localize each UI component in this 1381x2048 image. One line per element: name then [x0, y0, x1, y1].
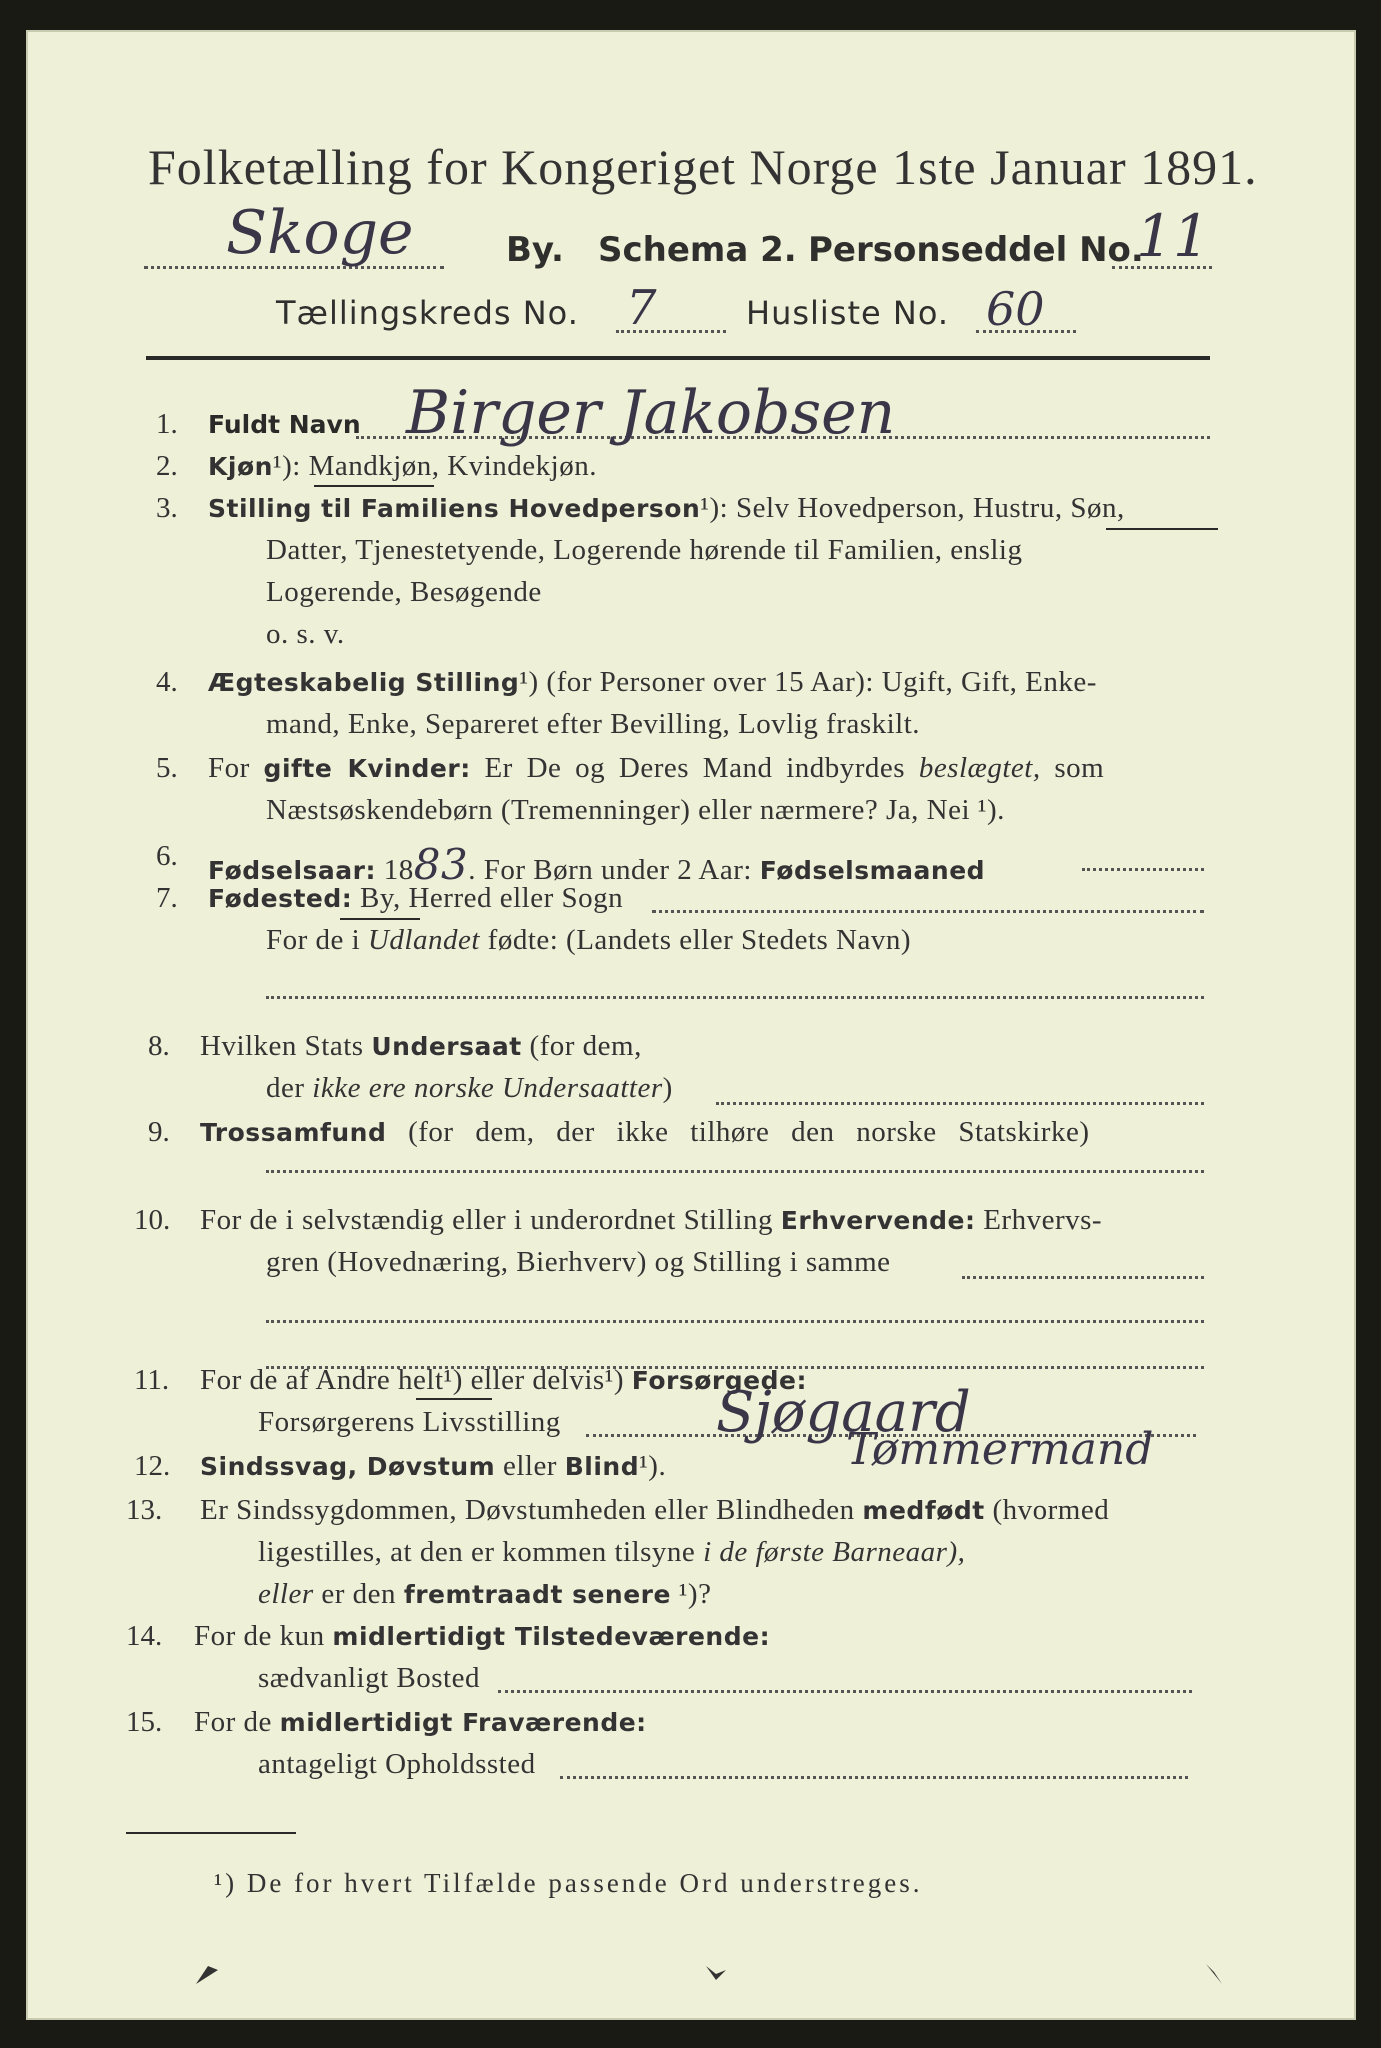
- underline-by: [340, 918, 420, 920]
- q13b-pre: ligestilles, at den er kommen tilsyne: [258, 1536, 696, 1568]
- q15-line-2: antageligt Opholdssted: [258, 1748, 536, 1780]
- item-number: 3.: [156, 492, 178, 524]
- item-4-text: [208, 666, 1097, 699]
- item-number: 12.: [134, 1450, 171, 1482]
- q10-pre: For de i selvstændig eller i underordnet Stilling: [200, 1204, 774, 1236]
- q13-line-2: [258, 1536, 965, 1569]
- label-fuldt-navn: Fuldt Navn: [208, 410, 361, 439]
- q14-line-2: sædvanligt Bosted: [258, 1662, 480, 1694]
- q13-line-3: [258, 1578, 711, 1611]
- q13c-text: er den: [321, 1578, 397, 1610]
- undersaat-dotted-line: [716, 1102, 1204, 1105]
- q6-mid: . For Børn under 2 Aar:: [468, 854, 752, 886]
- item-2-text: [208, 450, 597, 483]
- q15-pre: For de: [194, 1706, 272, 1738]
- item-number: 1.: [156, 408, 178, 440]
- label-forsorgede: Forsørgede:: [631, 1366, 807, 1395]
- udland-line: [266, 924, 911, 957]
- footnote-rule: [126, 1832, 296, 1834]
- stilling-options-3: Logerende, Besøgende: [266, 576, 542, 608]
- kreds-no: 7: [626, 280, 657, 336]
- q8b-end: ): [662, 1072, 673, 1104]
- q13b-italic: i de første Barneaar),: [703, 1536, 966, 1568]
- q5-line-2: Næstsøskendebørn (Tremenninger) eller nærmere? Ja, Nei ¹).: [266, 794, 1005, 826]
- q5-italic: beslægtet,: [918, 752, 1041, 784]
- erhverv-dotted-line-2: [266, 1320, 1204, 1323]
- q11-line-2: Forsørgerens Livsstilling: [258, 1406, 561, 1438]
- q8-line-2: [266, 1072, 673, 1105]
- item-number: 9.: [148, 1116, 170, 1148]
- label-aegteskabelig: Ægteskabelig Stilling: [208, 668, 520, 697]
- q5-pre: For: [208, 752, 250, 784]
- item-number: 5.: [156, 752, 178, 784]
- item-number: 15.: [126, 1706, 163, 1738]
- item-number: 8.: [148, 1030, 170, 1062]
- q13a-pre: Er Sindssygdommen, Døvstumheden eller Blindheden: [200, 1494, 855, 1526]
- item-number: 2.: [156, 450, 178, 482]
- forsorger-handwritten-2: Tømmermand: [846, 1424, 1154, 1475]
- q14-pre: For de kun: [194, 1620, 325, 1652]
- stilling-options-2: Datter, Tjenestetyende, Logerende hørende til Familien, enslig: [266, 534, 1023, 566]
- label-sindssvag: Sindssvag, Døvstum: [200, 1452, 496, 1481]
- item-number: 10.: [134, 1204, 171, 1236]
- item-9-text: [200, 1116, 1090, 1149]
- stilling-options-4: o. s. v.: [266, 618, 345, 650]
- underline-helt: [416, 1398, 492, 1400]
- census-form-page: [26, 30, 1356, 2020]
- q8b-pre: der: [266, 1072, 305, 1104]
- kreds-label: Tællingskreds No.: [276, 294, 579, 332]
- husliste-no: 60: [986, 282, 1045, 336]
- item-10-text: [200, 1204, 1102, 1237]
- city-handwritten: Skoge: [226, 198, 414, 268]
- page-corner-marks: [186, 1940, 1286, 2000]
- q8b-italic: ikke ere norske Undersaatter: [312, 1072, 663, 1104]
- year-prefix: 18: [383, 854, 414, 886]
- item-number: 13.: [126, 1494, 163, 1526]
- full-name-handwritten: Birger Jakobsen: [406, 378, 896, 448]
- item-number: 14.: [126, 1620, 163, 1652]
- header-rule: [146, 356, 1210, 360]
- fodselsmaaned-dotted-line: [1082, 868, 1204, 871]
- item-number: 11.: [134, 1364, 170, 1396]
- label-tilstedevaerende: midlertidigt Tilstedeværende:: [332, 1622, 771, 1651]
- label-undersaat: Undersaat: [371, 1032, 522, 1061]
- item-number: 6.: [156, 840, 178, 872]
- label-blind: Blind: [564, 1452, 640, 1481]
- item-7-text: [208, 882, 623, 915]
- item-number: 7.: [156, 882, 178, 914]
- item-14-text: [194, 1620, 770, 1653]
- q8-pre: Hvilken Stats: [200, 1030, 364, 1062]
- q10-line-2: gren (Hovednæring, Bierhverv) og Stilling i samme: [266, 1246, 891, 1278]
- q11-pre: For de af Andre helt¹) eller delvis¹): [200, 1364, 625, 1396]
- q10-end: Erhvervs-: [983, 1204, 1103, 1236]
- q13c-end: ¹)?: [678, 1578, 712, 1610]
- aegteskab-options-1: ¹) (for Personer over 15 Aar): Ugift, Gift, Enke-: [519, 666, 1097, 698]
- forsorger-handwritten-1: Sjøgaard: [716, 1380, 971, 1445]
- bosted-dotted-line: [498, 1690, 1192, 1693]
- underline-son: [1106, 528, 1218, 530]
- item-15-text: [194, 1706, 647, 1739]
- label-erhvervende: Erhvervende:: [780, 1206, 976, 1235]
- schema-label: Schema 2.: [598, 230, 797, 270]
- item-number: 4.: [156, 666, 178, 698]
- label-gifte-kvinder: gifte Kvinder:: [263, 754, 471, 783]
- aegteskab-options-2: mand, Enke, Separeret efter Bevilling, Lovlig fraskilt.: [266, 708, 921, 740]
- form-title: Folketælling for Kongeriget Norge 1ste Januar 1891.: [148, 139, 1258, 195]
- opholdssted-dotted-line: [560, 1776, 1188, 1779]
- by-label: By.: [506, 230, 564, 270]
- trossamfund-dotted-line: [266, 1170, 1204, 1173]
- q12-text: eller: [502, 1450, 557, 1482]
- q9-text: (for dem, der ikke tilhøre den norske Statskirke): [408, 1116, 1090, 1148]
- q13a-end: (hvormed: [992, 1494, 1110, 1526]
- kreds-dotted-line: [616, 330, 726, 333]
- udland-pre: For de i: [266, 924, 361, 956]
- label-trossamfund: Trossamfund: [200, 1118, 387, 1147]
- q13c-italic: eller: [258, 1578, 314, 1610]
- item-5-text: [208, 752, 1104, 785]
- udland-italic: Udlandet: [367, 924, 480, 956]
- husliste-label: Husliste No.: [746, 294, 949, 332]
- q5-end: som: [1054, 752, 1105, 784]
- fodested-options: By, Herred eller Sogn: [360, 882, 624, 914]
- husliste-dotted-line: [976, 330, 1076, 333]
- birth-year-handwritten: 83: [413, 840, 469, 889]
- label-fodested: Fødested:: [208, 884, 353, 913]
- udland-text: fødte: (Landets eller Stedets Navn): [487, 924, 912, 956]
- fodested-dotted-line: [652, 910, 1204, 913]
- label-fodselsmaaned: Fødselsmaaned: [759, 856, 986, 885]
- q8-text: (for dem,: [529, 1030, 642, 1062]
- item-8-text: [200, 1030, 642, 1063]
- q5-text: Er De og Deres Mand indbyrdes: [484, 752, 906, 784]
- personseddel-no: 11: [1136, 202, 1210, 270]
- underline-mandkjon: [314, 485, 434, 487]
- label-stilling-familien: Stilling til Familiens Hovedperson: [208, 494, 701, 523]
- erhverv-dotted-line-1: [962, 1276, 1204, 1279]
- item-3-text: [208, 492, 1125, 525]
- label-fodselsaar: Fødselsaar:: [208, 856, 376, 885]
- label-kjon: Kjøn: [208, 452, 273, 481]
- item-13-text: [200, 1494, 1109, 1527]
- label-fravaerende: midlertidigt Fraværende:: [279, 1708, 647, 1737]
- kjon-options: ¹): Mandkjøn, Kvindekjøn.: [272, 450, 597, 482]
- q12-end: ¹).: [639, 1450, 667, 1482]
- footnote: ¹) De for hvert Tilfælde passende Ord understreges.: [214, 1868, 923, 1898]
- item-12-text: [200, 1450, 666, 1483]
- personseddel-label: Personseddel No.: [808, 230, 1144, 270]
- label-fremtraadt: fremtraadt senere: [403, 1580, 671, 1609]
- label-medfodt: medfødt: [862, 1496, 985, 1525]
- stilling-options-1: ¹): Selv Hovedperson, Hustru, Søn,: [700, 492, 1125, 524]
- udland-dotted-line: [266, 996, 1204, 999]
